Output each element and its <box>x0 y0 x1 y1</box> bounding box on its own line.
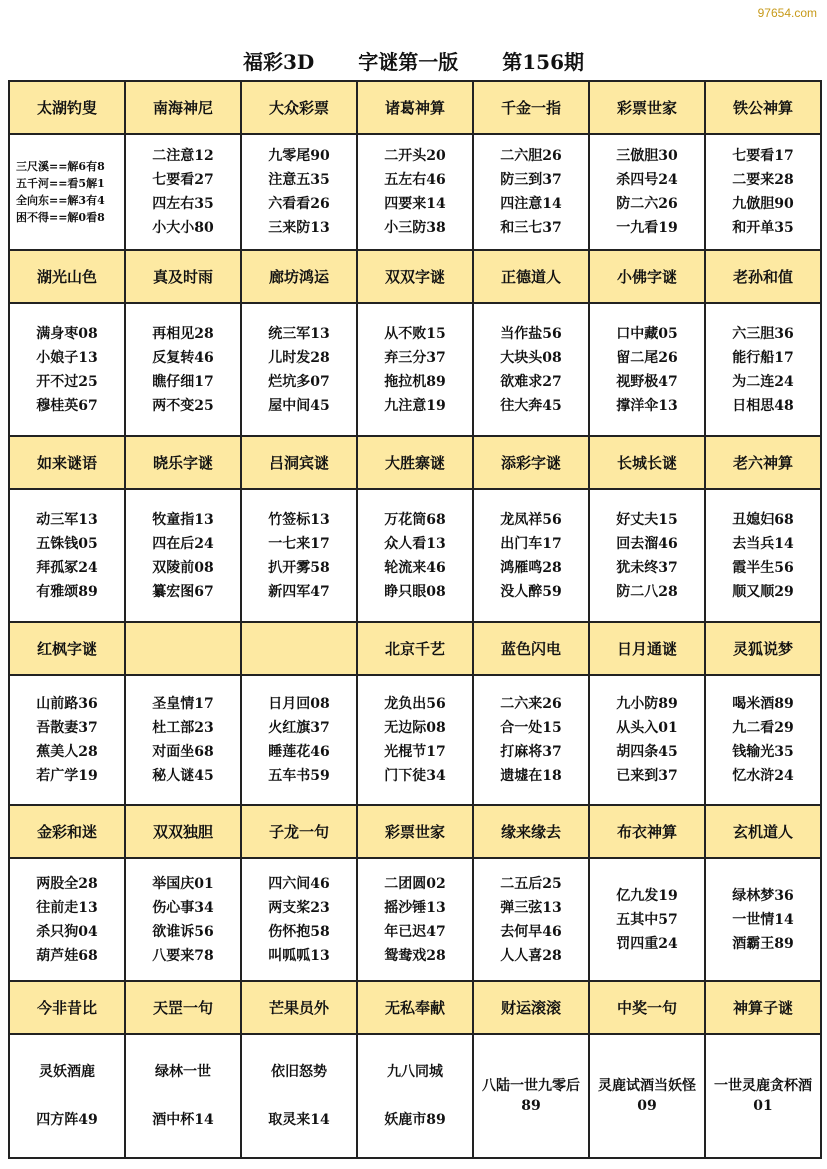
riddle-line: 酒霸王89 <box>732 935 794 952</box>
riddle-line: 依旧怒势 <box>271 1064 327 1080</box>
column-title: 添彩字谜 <box>473 436 589 489</box>
riddle-line: 鸿雁鸣28 <box>500 559 562 576</box>
column-title: 缘来缘去 <box>473 805 589 858</box>
riddle-line: 打麻将37 <box>500 744 562 760</box>
riddle-line: 欲难求27 <box>500 373 562 390</box>
riddle-line: 拜孤冢24 <box>36 559 98 576</box>
riddle-line: 已来到37 <box>616 768 678 784</box>
riddle-cell <box>589 675 705 805</box>
riddle-row <box>9 858 821 981</box>
riddle-line: 杀四号24 <box>616 172 678 188</box>
column-title: 无私奉献 <box>357 981 473 1034</box>
riddle-line: 二团圆02 <box>384 875 446 892</box>
title-issue: 第156期 <box>502 50 584 74</box>
riddle-line: 烂坑多07 <box>268 373 330 390</box>
riddle-line: 防三到37 <box>500 172 562 188</box>
riddle-line: 众人看13 <box>384 535 446 552</box>
riddle-line: 小娘子13 <box>36 349 98 366</box>
riddle-line: 困不得==解0看8 <box>16 211 105 224</box>
riddle-line: 六看看26 <box>268 196 330 212</box>
riddle-cell <box>9 134 125 250</box>
column-title: 财运滚滚 <box>473 981 589 1034</box>
riddle-cell <box>241 1034 357 1158</box>
riddle-line: 四在后24 <box>152 535 214 552</box>
title-edition: 字谜第一版 <box>358 50 459 74</box>
riddle-line: 回去溜46 <box>616 535 678 552</box>
riddle-line: 统三军13 <box>268 325 330 342</box>
riddle-line: 为二连24 <box>732 373 794 390</box>
riddle-line: 摇沙锤13 <box>384 899 446 916</box>
riddle-cell <box>241 489 357 622</box>
riddle-line: 蕉美人28 <box>36 744 98 760</box>
riddle-line: 瞧仔细17 <box>152 373 214 390</box>
riddle-line: 六三胆36 <box>732 325 794 342</box>
header-row <box>9 436 821 489</box>
riddle-line: 三来防13 <box>268 220 330 236</box>
riddle-line: 睡莲花46 <box>268 744 330 760</box>
riddle-cell <box>9 303 125 436</box>
riddle-cell <box>473 489 589 622</box>
riddle-line: 杜工部23 <box>152 720 214 736</box>
riddle-line: 小三防38 <box>384 220 446 236</box>
riddle-line: 九八同城 <box>387 1064 443 1080</box>
riddle-line: 绿林梦36 <box>732 887 794 904</box>
riddle-line: 秘人谜45 <box>152 768 214 784</box>
riddle-line: 合一处15 <box>500 720 562 736</box>
riddle-line: 四左右35 <box>152 196 214 212</box>
riddle-cell <box>357 858 473 981</box>
riddle-line: 有雅颂89 <box>36 583 98 600</box>
riddle-line: 开不过25 <box>36 373 98 390</box>
column-title: 湖光山色 <box>9 250 125 303</box>
riddle-cell <box>589 303 705 436</box>
riddle-line: 罚四重24 <box>616 935 678 952</box>
riddle-line: 撑洋伞13 <box>616 397 678 414</box>
riddle-line: 当作盐56 <box>500 325 562 342</box>
riddle-line: 四六间46 <box>268 875 330 892</box>
riddle-line: 二五后25 <box>500 875 562 892</box>
riddle-line: 和开单35 <box>732 220 794 236</box>
column-title: 太湖钓叟 <box>9 81 125 134</box>
column-title: 晓乐字谜 <box>125 436 241 489</box>
riddle-row <box>9 1034 821 1158</box>
riddle-line: 山前路36 <box>36 696 98 712</box>
column-title: 大众彩票 <box>241 81 357 134</box>
column-title: 双双独胆 <box>125 805 241 858</box>
riddle-line: 万花筒68 <box>384 511 446 528</box>
riddle-line: 睁只眼08 <box>384 583 446 600</box>
riddle-line: 圣皇情17 <box>152 696 214 712</box>
riddle-line: 欲谁诉56 <box>152 923 214 940</box>
riddle-line: 五左右46 <box>384 172 446 188</box>
riddle-line: 无边际08 <box>384 720 446 736</box>
column-title: 彩票世家 <box>357 805 473 858</box>
title-lottery: 福彩3D <box>242 50 315 74</box>
riddle-cell <box>705 134 821 250</box>
riddle-line: 穆桂英67 <box>36 397 98 414</box>
riddle-line: 龙负出56 <box>384 696 446 712</box>
riddle-row <box>9 489 821 622</box>
column-title: 真及时雨 <box>125 250 241 303</box>
riddle-line: 九零尾90 <box>268 148 330 164</box>
riddle-cell <box>125 303 241 436</box>
riddle-line: 防二八28 <box>616 583 678 600</box>
riddle-line: 八要来78 <box>152 947 214 964</box>
riddle-line: 往大奔45 <box>500 397 562 414</box>
riddle-line: 门下徒34 <box>384 768 446 784</box>
column-title: 双双字谜 <box>357 250 473 303</box>
column-title: 南海神尼 <box>125 81 241 134</box>
riddle-line: 二六来26 <box>500 696 562 712</box>
riddle-line: 举国庆01 <box>152 875 214 892</box>
riddle-cell <box>473 858 589 981</box>
column-title: 小佛字谜 <box>589 250 705 303</box>
riddle-cell <box>473 134 589 250</box>
riddle-line: 去何早46 <box>500 923 562 940</box>
column-title: 吕洞宾谜 <box>241 436 357 489</box>
column-title: 红枫字谜 <box>9 622 125 675</box>
riddle-line: 九二看29 <box>732 720 794 736</box>
riddle-line: 两不变25 <box>152 397 214 414</box>
column-title: 天罡一句 <box>125 981 241 1034</box>
riddle-line: 九小防89 <box>616 696 678 712</box>
riddle-cell <box>241 303 357 436</box>
riddle-line: 三倣胆30 <box>616 148 678 164</box>
riddle-line: 九倣胆90 <box>732 196 794 212</box>
riddle-line: 伤怀抱58 <box>268 923 330 940</box>
riddle-line: 满身枣08 <box>36 325 98 342</box>
riddle-line: 霞半生56 <box>732 559 794 576</box>
riddle-line: 顺又顺29 <box>732 583 794 600</box>
riddle-line: 对面坐68 <box>152 744 214 760</box>
riddle-line: 弹三弦13 <box>500 899 562 916</box>
riddle-cell <box>473 1034 589 1158</box>
riddle-line: 视野极47 <box>616 373 678 390</box>
riddle-line: 往前走13 <box>36 899 98 916</box>
site-watermark: 97654.com <box>757 6 817 20</box>
riddle-line: 鸳鸯戏28 <box>384 947 446 964</box>
riddle-line: 火红旗37 <box>268 720 330 736</box>
riddle-cell <box>357 303 473 436</box>
riddle-cell <box>705 675 821 805</box>
column-title: 蓝色闪电 <box>473 622 589 675</box>
riddle-line: 九注意19 <box>384 397 446 414</box>
riddle-line: 和三七37 <box>500 220 562 236</box>
riddle-line: 酒中杯14 <box>152 1112 214 1128</box>
column-title: 布衣神算 <box>589 805 705 858</box>
column-title: 彩票世家 <box>589 81 705 134</box>
riddle-cell <box>705 1034 821 1158</box>
riddle-row <box>9 134 821 250</box>
riddle-line: 遗墟在18 <box>500 768 562 784</box>
riddle-line: 去当兵14 <box>732 535 794 552</box>
riddle-cell <box>589 489 705 622</box>
riddle-line: 口中藏05 <box>616 325 678 342</box>
riddle-line: 二开头20 <box>384 148 446 164</box>
riddle-line: 胡四条45 <box>616 744 678 760</box>
riddle-line: 二要来28 <box>732 172 794 188</box>
riddle-cell <box>241 858 357 981</box>
riddle-cell <box>357 489 473 622</box>
riddle-line: 七要看17 <box>732 148 794 164</box>
riddle-line: 葫芦娃68 <box>36 947 98 964</box>
riddle-line: 一九看19 <box>616 220 678 236</box>
column-title: 长城长谜 <box>589 436 705 489</box>
riddle-line: 杀只狗04 <box>36 923 98 940</box>
riddle-line: 五千河==看5解1 <box>16 177 105 190</box>
riddle-cell <box>589 858 705 981</box>
column-title: 千金一指 <box>473 81 589 134</box>
riddle-line: 四方阵49 <box>36 1112 98 1128</box>
column-title: 北京千艺 <box>357 622 473 675</box>
column-title: 今非昔比 <box>9 981 125 1034</box>
riddle-table <box>8 80 822 1159</box>
column-title: 廊坊鸿运 <box>241 250 357 303</box>
riddle-cell <box>9 675 125 805</box>
riddle-cell <box>125 1034 241 1158</box>
riddle-cell <box>125 858 241 981</box>
riddle-line: 日月回08 <box>268 696 330 712</box>
column-title: 大胜寨谜 <box>357 436 473 489</box>
riddle-line: 没人醉59 <box>500 583 562 600</box>
riddle-line: 竹签标13 <box>268 511 330 528</box>
column-title: 老六神算 <box>705 436 821 489</box>
riddle-cell <box>473 303 589 436</box>
riddle-cell <box>9 858 125 981</box>
riddle-line: 一世灵鹿贪杯酒01 <box>714 1078 812 1114</box>
riddle-line: 二注意12 <box>152 148 214 164</box>
riddle-cell <box>241 134 357 250</box>
column-title: 正德道人 <box>473 250 589 303</box>
header-row <box>9 981 821 1034</box>
riddle-line: 若广学19 <box>36 768 98 784</box>
column-title: 如来谜语 <box>9 436 125 489</box>
riddle-line: 儿时发28 <box>268 349 330 366</box>
riddle-line: 犹未终37 <box>616 559 678 576</box>
riddle-line: 亿九发19 <box>616 887 678 904</box>
riddle-line: 钱输光35 <box>732 744 794 760</box>
riddle-line: 灵妖酒鹿 <box>39 1064 95 1080</box>
riddle-line: 新四军47 <box>268 583 330 600</box>
riddle-line: 能行船17 <box>732 349 794 366</box>
riddle-line: 屋中间45 <box>268 397 330 414</box>
riddle-line: 八陆一世九零后89 <box>482 1078 580 1114</box>
riddle-cell <box>9 489 125 622</box>
riddle-line: 二六胆26 <box>500 148 562 164</box>
riddle-line: 留二尾26 <box>616 349 678 366</box>
riddle-line: 出门车17 <box>500 535 562 552</box>
riddle-line: 三尺溪==解6有8 <box>16 160 105 173</box>
riddle-cell <box>357 675 473 805</box>
column-title: 铁公神算 <box>705 81 821 134</box>
riddle-line: 从头入01 <box>616 720 678 736</box>
column-title: 神算子谜 <box>705 981 821 1034</box>
column-title: 玄机道人 <box>705 805 821 858</box>
riddle-line: 从不败15 <box>384 325 446 342</box>
riddle-line: 再相见28 <box>152 325 214 342</box>
riddle-line: 大块头08 <box>500 349 562 366</box>
riddle-cell <box>9 1034 125 1158</box>
header-row <box>9 81 821 134</box>
riddle-line: 五车书59 <box>268 768 330 784</box>
column-title: 子龙一句 <box>241 805 357 858</box>
riddle-cell <box>705 858 821 981</box>
header-row <box>9 622 821 675</box>
column-title: 金彩和迷 <box>9 805 125 858</box>
riddle-line: 叫呱呱13 <box>268 947 330 964</box>
riddle-line: 一七来17 <box>268 535 330 552</box>
riddle-line: 全向东==解3有4 <box>16 194 105 207</box>
riddle-line: 注意五35 <box>268 172 330 188</box>
column-title <box>125 622 241 675</box>
riddle-line: 动三军13 <box>36 511 98 528</box>
riddle-line: 反复转46 <box>152 349 214 366</box>
riddle-line: 伤心事34 <box>152 899 214 916</box>
riddle-line: 光棍节17 <box>384 744 446 760</box>
riddle-cell <box>473 675 589 805</box>
column-title <box>241 622 357 675</box>
riddle-line: 两股全28 <box>36 875 98 892</box>
riddle-line: 取灵来14 <box>268 1112 330 1128</box>
riddle-line: 五铢钱05 <box>36 535 98 552</box>
column-title: 诸葛神算 <box>357 81 473 134</box>
riddle-cell <box>125 489 241 622</box>
riddle-row <box>9 303 821 436</box>
riddle-line: 七要看27 <box>152 172 214 188</box>
column-title: 灵狐说梦 <box>705 622 821 675</box>
riddle-line: 日相思48 <box>732 397 794 414</box>
riddle-line: 灵鹿试酒当妖怪09 <box>598 1078 696 1114</box>
riddle-line: 喝米酒89 <box>732 696 794 712</box>
riddle-line: 牧童指13 <box>152 511 214 528</box>
riddle-line: 四注意14 <box>500 196 562 212</box>
riddle-line: 拖拉机89 <box>384 373 446 390</box>
riddle-line: 一世情14 <box>732 911 794 928</box>
riddle-line: 扒开雾58 <box>268 559 330 576</box>
riddle-cell <box>357 134 473 250</box>
column-title: 日月通谜 <box>589 622 705 675</box>
riddle-line: 吾散妻37 <box>36 720 98 736</box>
riddle-line: 妖鹿市89 <box>384 1112 446 1128</box>
column-title: 芒果员外 <box>241 981 357 1034</box>
riddle-cell <box>705 489 821 622</box>
riddle-line: 弃三分37 <box>384 349 446 366</box>
riddle-line: 双陵前08 <box>152 559 214 576</box>
riddle-line: 小大小80 <box>152 220 214 236</box>
riddle-line: 丑媳妇68 <box>732 511 794 528</box>
riddle-cell <box>357 1034 473 1158</box>
page-title <box>0 46 827 76</box>
riddle-line: 龙凤祥56 <box>500 511 562 528</box>
riddle-line: 人人喜28 <box>500 947 562 964</box>
header-row <box>9 250 821 303</box>
riddle-cell <box>589 1034 705 1158</box>
riddle-line: 两支桨23 <box>268 899 330 916</box>
riddle-line: 五其中57 <box>616 911 678 928</box>
riddle-cell <box>241 675 357 805</box>
riddle-line: 忆水浒24 <box>732 768 794 784</box>
riddle-line: 轮流来46 <box>384 559 446 576</box>
riddle-line: 绿林一世 <box>155 1064 211 1080</box>
column-title: 中奖一句 <box>589 981 705 1034</box>
riddle-line: 纂宏图67 <box>152 583 214 600</box>
riddle-cell <box>705 303 821 436</box>
riddle-line: 年已迟47 <box>384 923 446 940</box>
column-title: 老孙和值 <box>705 250 821 303</box>
riddle-line: 防二六26 <box>616 196 678 212</box>
riddle-row <box>9 675 821 805</box>
riddle-line: 四要来14 <box>384 196 446 212</box>
header-row <box>9 805 821 858</box>
riddle-cell <box>125 134 241 250</box>
riddle-line: 好丈夫15 <box>616 511 678 528</box>
riddle-cell <box>125 675 241 805</box>
riddle-cell <box>589 134 705 250</box>
